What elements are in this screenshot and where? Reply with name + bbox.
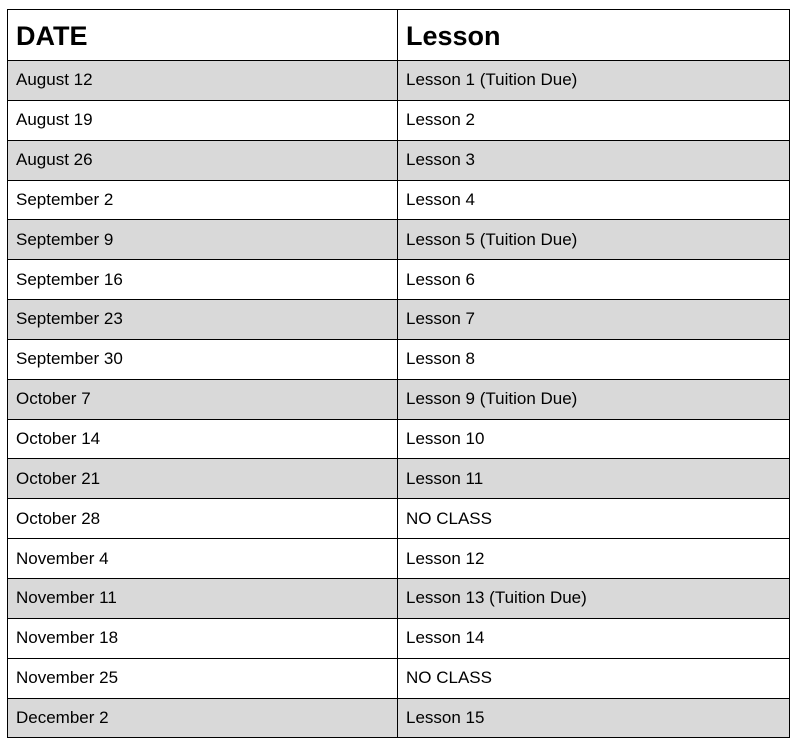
lesson-cell: NO CLASS (398, 658, 790, 698)
date-cell: September 2 (8, 180, 398, 220)
date-cell: November 18 (8, 618, 398, 658)
date-cell: November 11 (8, 578, 398, 618)
table-row (8, 459, 790, 499)
lesson-cell: Lesson 6 (398, 260, 790, 300)
table-row (8, 220, 790, 260)
date-cell: August 26 (8, 140, 398, 180)
table-row (8, 499, 790, 539)
table-row (8, 539, 790, 579)
table-row (8, 658, 790, 698)
date-cell: October 28 (8, 499, 398, 539)
table-row (8, 578, 790, 618)
date-cell: October 14 (8, 419, 398, 459)
date-cell: October 7 (8, 379, 398, 419)
table-row (8, 140, 790, 180)
lesson-cell: Lesson 2 (398, 100, 790, 140)
table-header (8, 10, 790, 61)
date-cell: September 30 (8, 339, 398, 379)
lesson-cell: Lesson 7 (398, 300, 790, 340)
date-cell: September 9 (8, 220, 398, 260)
date-cell: November 4 (8, 539, 398, 579)
lesson-cell: Lesson 9 (Tuition Due) (398, 379, 790, 419)
date-cell: October 21 (8, 459, 398, 499)
lesson-cell: Lesson 15 (398, 698, 790, 738)
table-row (8, 61, 790, 101)
table-row (8, 618, 790, 658)
date-cell: December 2 (8, 698, 398, 738)
lesson-cell: Lesson 3 (398, 140, 790, 180)
date-cell: August 19 (8, 100, 398, 140)
table-row (8, 300, 790, 340)
date-cell: August 12 (8, 61, 398, 101)
table-body (8, 61, 790, 738)
table-row (8, 100, 790, 140)
lesson-column-header: Lesson (398, 10, 790, 61)
lesson-cell: Lesson 11 (398, 459, 790, 499)
lesson-cell: Lesson 8 (398, 339, 790, 379)
lesson-cell: Lesson 1 (Tuition Due) (398, 61, 790, 101)
table-row (8, 339, 790, 379)
header-row (8, 10, 790, 61)
date-cell: September 23 (8, 300, 398, 340)
lesson-cell: Lesson 4 (398, 180, 790, 220)
lesson-cell: Lesson 10 (398, 419, 790, 459)
table-row (8, 260, 790, 300)
lesson-cell: Lesson 14 (398, 618, 790, 658)
date-column-header: DATE (8, 10, 398, 61)
table-row (8, 180, 790, 220)
lesson-cell: Lesson 12 (398, 539, 790, 579)
date-cell: September 16 (8, 260, 398, 300)
lesson-cell: Lesson 13 (Tuition Due) (398, 578, 790, 618)
lesson-cell: Lesson 5 (Tuition Due) (398, 220, 790, 260)
table-row (8, 379, 790, 419)
lesson-schedule-table (7, 9, 790, 738)
table-row (8, 419, 790, 459)
table-row (8, 698, 790, 738)
lesson-cell: NO CLASS (398, 499, 790, 539)
date-cell: November 25 (8, 658, 398, 698)
